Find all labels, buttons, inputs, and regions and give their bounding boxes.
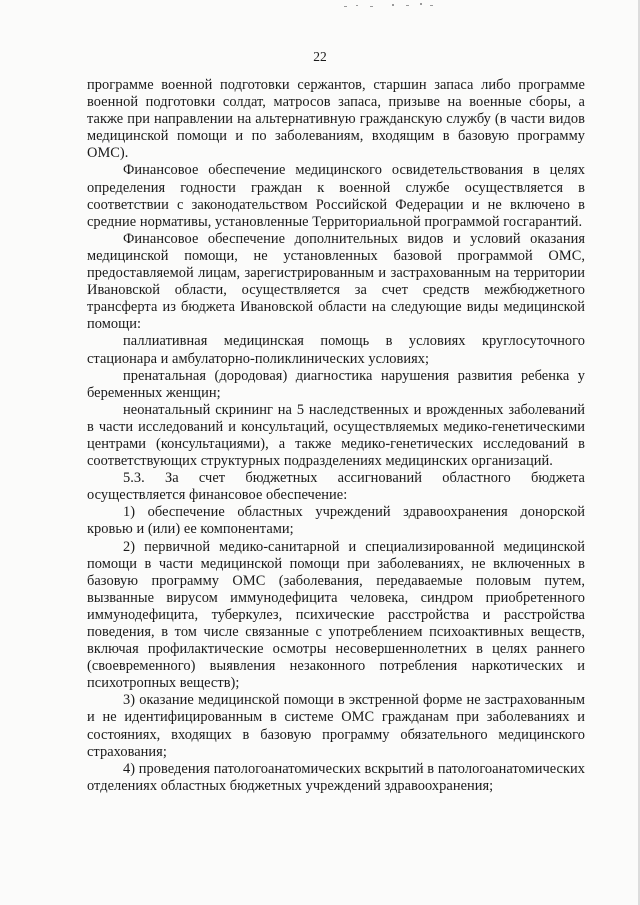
list-item-3-emergency-care: 3) оказание медицинской помощи в экстренной форме не застрахованным и не идентифицированным в системе ОМС гражданам при заболеваниях и состояниях, входящих в базовую программу обязательного медицинского страхования;: [87, 692, 585, 760]
list-item-1-donor-blood: 1) обеспечение областных учреждений здравоохранения донорской кровью и (или) ее компонентами;: [87, 504, 585, 538]
document-body: [87, 77, 585, 795]
paragraph-palliative-care: паллиативная медицинская помощь в условиях круглосуточного стационара и амбулаторно-поликлинических условиях;: [87, 333, 585, 367]
paragraph-continuation: программе военной подготовки сержантов, старшин запаса либо программе военной подготовки солдат, матросов запаса, призыве на военные сборы, а также при направлении на альтернативную гражданскую службу (в части видов медицинской помощи и по заболеваниям, входящим в базовую программу ОМС).: [87, 77, 585, 162]
paragraph-prenatal-diagnostics: пренатальная (дородовая) диагностика нарушения развития ребенка у беременных женщин;: [87, 367, 585, 401]
list-item-4-autopsies: 4) проведения патологоанатомических вскрытий в патологоанатомических отделениях областных бюджетных учреждений здравоохранения;: [87, 760, 585, 794]
paragraph-section-5-3: 5.3. За счет бюджетных ассигнований областного бюджета осуществляется финансовое обеспечение:: [87, 470, 585, 504]
scan-artifact-marks: [340, 0, 440, 10]
paragraph-medical-examination: Финансовое обеспечение медицинского освидетельствования в целях определения годности граждан к военной службе осуществляется в соответствии с законодательством Российской Федерации и не включено в средние нормативы, установленные Территориальной программой госгарантий.: [87, 162, 585, 230]
list-item-2-primary-care: 2) первичной медико-санитарной и специализированной медицинской помощи в части медицинской помощи при заболеваниях, не включенных в базовую программу ОМС (заболевания, передаваемые половым путем, вызванные вирусом иммунодефицита человека, синдром приобретенного иммунодефицита, туберкулез, психические расстройства и расстройства поведения, в том числе связанные с употреблением психоактивных веществ, включая профилактические осмотры несовершеннолетних в целях раннего (своевременного) выявления незаконного потребления наркотических и психотропных веществ);: [87, 538, 585, 692]
paragraph-neonatal-screening: неонатальный скрининг на 5 наследственных и врожденных заболеваний в части исследований и консультаций, осуществляемых медико-генетическими центрами (консультациями), а также медико-генетических исследований в соответствующих структурных подразделениях медицинских организаций.: [87, 401, 585, 470]
page-number: 22: [313, 49, 327, 64]
paragraph-additional-financing: Финансовое обеспечение дополнительных видов и условий оказания медицинской помощи, не установленных базовой программой ОМС, предоставляемой лицам, зарегистрированным и застрахованным на территории Ивановской области, осуществляется за счет средств межбюджетного трансферта из бюджета Ивановской области на следующие виды медицинской помощи:: [87, 230, 585, 333]
